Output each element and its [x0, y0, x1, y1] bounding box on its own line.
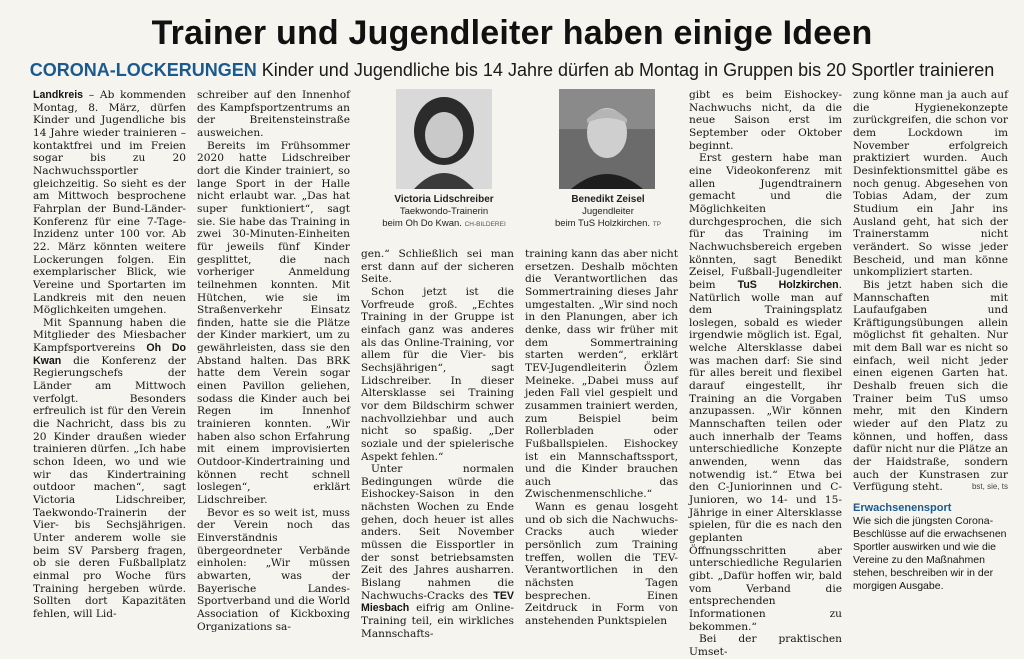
paragraph: Bereits im Frühsommer 2020 hatte Lidschreiber dort die Kinder trainiert, so lange Sport in der Halle nicht erlaubt war. „Das hat super funktioniert“, sagt sie. Sie habe das Training in zwei 30-Minuten-Einheiten für jeweils fünf Kinder gesplittet, die nach vorheriger Anmeldung teilnehmen konnten. Mit Hütchen, wie sie im Straßenverkehr Einsatz finden, hatte sie die Plätze der Kinder markiert, um zu gewährleisten, dass sie den Abstand halten. Das BRK hatte dem Verein sogar einen Pavillon geliehen, sodass die Kinder auch bei Regen im Innenhof trainieren konnten. „Wir haben also schon Erfahrung mit einem improvisierten Outdoor-Kindertraining und können recht schnell loslegen“, erklärt Lidschreiber.	[197, 139, 350, 506]
paragraph	[361, 463, 514, 640]
caption-org	[528, 218, 688, 231]
caption-org-text: beim TuS Holzkirchen.	[555, 218, 651, 229]
paragraph: training kann das aber nicht ersetzen. Deshalb möchten die Verantwortlichen das Sommertraining dieses Jahr umgestalten. „Wir sind noch in den Planungen, aber ich denke, dass wir früher mit dem Sommertraining starten werden“, erklärt TEV-Jugendleiterin Özlem Meineke. „Dabei muss auf jeden Fall viel gespielt und zusammen trainiert werden, zum Beispiel beim Rollerbladen oder Fußballspielen. Eishockey ist ein Mannschaftssport, und die Kinder brauchen auch das Zwischenmenschliche.“	[525, 248, 678, 501]
column-4	[525, 248, 678, 628]
paragraph-text: eifrig am Online-Training teil, ein wirkliches Mannschafts-	[361, 602, 514, 640]
caption-name: Benedikt Zeisel	[571, 194, 645, 205]
photo-caption-zeisel	[528, 194, 688, 231]
paragraph-text: . Natürlich wolle man auf dem Trainingsplatz loslegen, sobald es wieder irgendwie möglich ist. Egal, welche Altersklasse dabei was machen darf: Sie sind für alles bereit und flexibel darauf eingestellt, ihr Training an die Vorgaben anzupassen. „Wir können Mannschaften teilen oder auch innerhalb der Teams unterschiedliche Konzepte anwenden, wenn das notwendig ist.“ Etwa bei den C-Juniorinnen und C-Junioren, wo 14- und 15-Jährige in einer Altersklasse spielen, für die es nach den geplanten Öffnungsschritten aber unterschiedliche Regularien gibt. „Dafür hoffen wir, bald vom Verband die entsprechenden Informationen zu bekommen.“	[689, 278, 842, 633]
article-subline	[0, 60, 1024, 81]
photo-credit: TP	[652, 221, 661, 228]
paragraph-text: Mit Spannung haben die Mitglieder des Miesbacher Kampfsportvereins	[33, 316, 186, 355]
column-1	[33, 89, 186, 621]
paragraph-text: Erst gestern habe man eine Videokonferenz mit allen Jugendtrainern gemacht und die Möglichkeiten durchgesprochen, die sich für das Training im Nachwuchsbereich ergeben könnten, sagt Benedikt Zeisel, Fußball-Jugendleiter beim	[689, 152, 842, 291]
dateline: Landkreis	[33, 89, 84, 101]
paragraph: Wann es genau losgeht und ob sich die Nachwuchs-Cracks auch wieder persönlich zum Training treffen, wollen die TEV-Verantwortlichen in den nächsten Tagen besprechen. Einen Zeitdruck in Form von anstehenden Punktspielen	[525, 501, 678, 628]
paragraph: gen.“ Schließlich sei man erst dann auf der sicheren Seite.	[361, 248, 514, 286]
infobox-heading: Erwachsenensport	[853, 502, 952, 514]
caption-org	[364, 218, 524, 231]
paragraph: zung könne man ja auch auf die Hygienekonzepte zurückgreifen, die schon vor dem Lockdown im November erfolgreich praktiziert wurden. Auch Desinfektionsmittel gäbe es noch genug. Abgesehen von Tobias Adam, der zum Studium ein Jahr ins Ausland geht, hat sich der Trainerstamm nicht verändert. So wisse jeder Bescheid, und man könne unkompliziert starten.	[853, 89, 1008, 279]
paragraph-text: Unter normalen Bedingungen würde die Eishockey-Saison in den nächsten Wochen zu Ende gehen, doch heuer ist alles anders. Seit November müssen die Eissportler in der sonst betriebsamsten Zeit des Jahres ausharren. Bislang nahmen die Nachwuchs-Cracks des	[361, 463, 514, 602]
column-2	[197, 89, 350, 633]
photo-credit: CH-BILDEREI	[464, 221, 506, 228]
paragraph: Bevor es so weit ist, muss der Verein noch das Einverständnis übergeordneter Verbände einholen: „Wir müssen abwarten, was der Bayerische Landes-Sportverband und die World Association of Kickboxing Organizations sa-	[197, 506, 350, 633]
paragraph-text: Bis jetzt haben sich die Mannschaften mit Laufaufgaben und Kräftigungsübungen allein möglichst fit gehalten. Nur mit dem Ball war es nicht so einfach, weil nicht jeder einen eigenen Garten hat. Deshalb freuen sich die Trainer beim TuS umso mehr, mit den Kindern wieder auf den Platz zu können, und hoffen, dass dafür nicht nur die Plätze an der Haidstraße, sondern auch der Kunstrasen zur Verfügung steht.	[853, 278, 1008, 494]
paragraph-text: – Ab kommenden Montag, 8. März, dürfen Kinder und Jugendliche bis 14 Jahre wieder trainieren – kontaktfrei und im Freien sogar bis zu 20 Nachwuchssportler gleichzeitig. So sieht es der am Mittwoch besprochene Fahrplan der Bund-Länder-Konferenz für eine 7-Tage-Inzidenz unter 100 vor. Ab 22. März könnten weitere Lockerungen folgen. Ein exemplarischer Blick, wie Vereine und Sportarten im Landkreis mit den neuen Möglichkeiten umgehen.	[33, 89, 186, 317]
column-3	[361, 248, 514, 640]
infobox-text: Wie sich die jüngsten Corona-Beschlüsse auf die erwachsenen Sportler auswirken und wie die Vereine zu den Maßnahmen stehen, beschreiben wir in der morgigen Ausgabe.	[853, 514, 1007, 592]
paragraph: Schon jetzt ist die Vorfreude groß. „Echtes Training in der Gruppe ist einfach ganz was anderes als das Online-Training, vor allem für die Vier- bis Sechsjährigen“, sagt Lidschreiber. In dieser Altersklasse sei Training vor dem Bildschirm schwer nachvollziehbar und auch nicht so spaßig. „Der soziale und der spielerische Aspekt fehlen.“	[361, 285, 514, 463]
caption-role: Jugendleiter	[582, 206, 634, 217]
club-name: TuS Holzkirchen	[737, 278, 839, 291]
subline-text: Kinder und Jugendliche bis 14 Jahre dürfen ab Montag in Gruppen bis 20 Sportler trainieren	[261, 60, 995, 80]
caption-org-text: beim Oh Do Kwan.	[382, 218, 462, 229]
column-5	[689, 89, 842, 659]
paragraph: Bei der praktischen Umset-	[689, 633, 842, 658]
paragraph: schreiber auf den Innenhof des Kampfsportzentrums an der Breitensteinstraße ausweichen.	[197, 89, 350, 139]
paragraph: gibt es beim Eishockey-Nachwuchs nicht, da die neue Saison erst im September oder Oktober beginnt.	[689, 89, 842, 152]
caption-name: Victoria Lidschreiber	[394, 194, 494, 205]
portrait-photo-lidschreiber	[396, 89, 492, 189]
paragraph-text: die Konferenz der Regierungschefs der Länder am Mittwoch verfolgt. Besonders erfreulich ist für den Verein die Nachricht, dass bis zu 20 Kinder draußen wieder trainieren dürfen. „Ich habe schon Ideen, wo und wie wir das Kindertraining outdoor machen“, sagt Victoria Lidschreiber, Taekwondo-Trainerin der Vier- bis Sechsjährigen. Unter anderem wolle sie beim SV Parsberg fragen, ob sie deren Fußballplatz einmal pro Woche fürs Training hergeben würde. Sollten dort Kapazitäten fehlen, will Lid-	[33, 354, 186, 620]
kicker: CORONA-LOCKERUNGEN	[29, 60, 257, 80]
club-name: TEV Miesbach	[361, 589, 514, 615]
portrait-photo-zeisel	[559, 89, 655, 189]
author-initials: bst, sie, ts	[971, 482, 1008, 492]
photo-caption-lidschreiber	[364, 194, 524, 231]
paragraph	[33, 89, 186, 317]
article-headline: Trainer und Jugendleiter haben einige Ideen	[151, 14, 873, 52]
club-name: Oh Do Kwan	[33, 342, 186, 367]
paragraph	[689, 152, 842, 633]
paragraph	[853, 279, 1008, 494]
column-6	[853, 89, 1008, 593]
caption-role: Taekwondo-Trainerin	[399, 206, 489, 217]
paragraph	[33, 317, 186, 621]
